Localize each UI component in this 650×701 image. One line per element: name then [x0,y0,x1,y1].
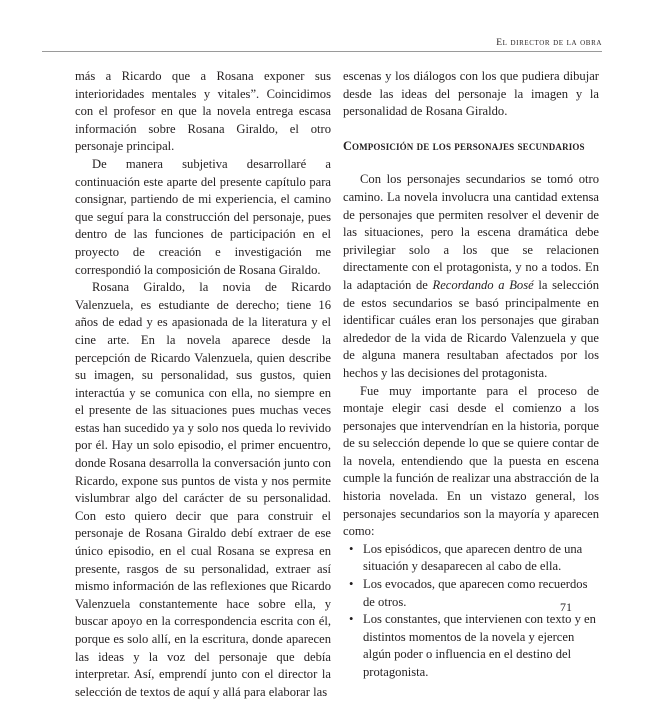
paragraph: más a Ricardo que a Rosana exponer sus interioridades mentales y vitales”. Coincidimos con el profesor en que la novela entrega escasa información sobre Rosana Giraldo, el otro personaje principal. [75,69,331,154]
book-title: Recordando a Bosé [432,277,534,292]
list-item-text: Los episódicos, que aparecen dentro de una situación y desaparecen al cabo de ella. [363,541,583,574]
list-item-text: Los evocados, que aparecen como recuerdos de otros. [363,577,588,609]
bullet-icon: • [349,577,354,592]
paragraph: Fue muy importante para el proceso de montaje elegir casi desde el comienzo a los personajes que intervendrían en la historia, porque de su selección depende lo que se quiere contar de la novela, entendiendo que la puesta en escena cumple la función de realizar una abstracción de la historia novelada. En un vistazo general, los personajes secundarios son la mayoría y aparecen como: [343,383,599,539]
list-item-text: Los constantes, que intervienen con texto y en distintos momentos de la novela y ejercen algún poder o influencia en el destino del protagonista. [363,612,596,679]
right-column [343,68,599,682]
paragraph-text: Con los personajes secundarios se tomó otro camino. La novela involucra una cantidad extensa de personajes que permiten resolver el devenir de las situaciones, pero la escena dramática debe privilegiar solo a los que se relacionen directamente con el protagonista, y no a todos. En la adaptación de [343,172,599,292]
paragraph: Rosana Giraldo, la novia de Ricardo Valenzuela, es estudiante de derecho; tiene 16 años de edad y es apasionada de la literatura y el cine arte. En la novela aparece desde la percepción de Ricardo Valenzuela, quien describe su imagen, su personalidad, sus gustos, quien interactúa y se comunica con ella, no siempre en el presente de las situaciones pues muchas veces estas han sucedido ya y solo nos queda lo revivido por él. Hay un solo episodio, el primer encuentro, donde Rosana desarrolla la conversación junto con Ricardo, expone sus puntos de vista y nos permite vislumbrar algo del carácter de su personalidad. Con esto quiero decir que para construir el personaje de Rosana Giraldo debí extraer de ese único episodio, en el cual Rosana se expresa en presente, rasgos de su personalidad, extraer así mismo información de las reflexiones que Ricardo Valenzuela constantemente hace sobre ella, y buscar apoyo en la correspondencia escrita con él, porque es solo allí, en la escritura, donde aparecen las ideas y la voz del personaje que debía interpretar. Así, emprendí junto con el director la selección de textos de aquí y allá para elaborar las [75,280,331,699]
paragraph-text: la selección de estos secundarios se basó principalmente en identificar cuáles eran los personajes que giraban alrededor de la vida de Ricardo Valenzuela y que de alguna manera resultaban afectados por los hechos y las decisiones del protagonista. [343,277,599,380]
running-head: El director de la obra [496,38,602,48]
list-item [343,541,599,576]
page-number: 71 [560,600,572,614]
paragraph [343,171,599,382]
list-item [343,611,599,681]
paragraph: De manera subjetiva desarrollaré a continuación este aparte del presente capítulo para consignar, partiendo de mi experiencia, el camino que seguí para la construcción del personaje, pues dentro de las funciones de participación en el proyecto de creación e investigación me correspondió la composición de Rosana Giraldo. [75,156,331,277]
section-heading: Composición de los personajes secundarios [343,138,585,153]
bullet-icon: • [349,541,354,556]
bullet-icon: • [349,612,354,627]
left-column [75,68,331,701]
paragraph-continuation: escenas y los diálogos con los que pudiera dibujar desde las ideas del personaje la imagen y la personalidad de Rosana Giraldo. [343,69,599,119]
header-rule [42,51,602,52]
